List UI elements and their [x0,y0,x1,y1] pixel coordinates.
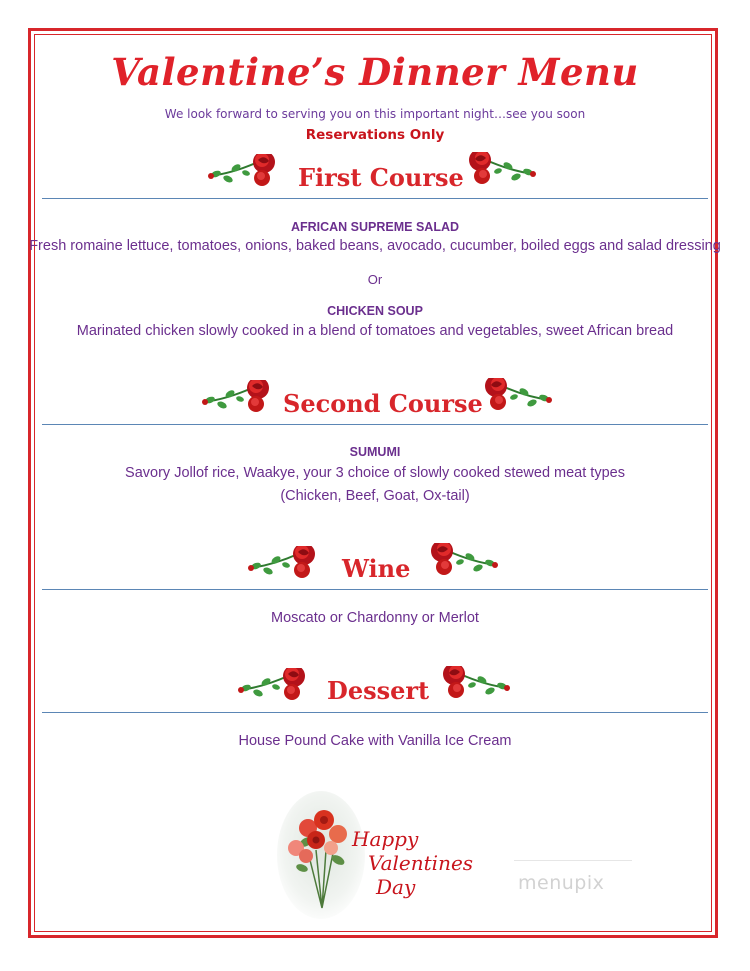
tagline: We look forward to serving you on this important night…see you soon [164,107,586,121]
menu-title: Valentine’s Dinner Menu [111,50,639,94]
reservations-note: Reservations Only [305,127,445,143]
item-chicken-soup: CHICKEN SOUP [327,304,423,318]
item-sumumi: SUMUMI [349,445,401,459]
second-course-heading: Second Course [283,389,483,418]
rose-right-icon [420,543,500,583]
divider-wine [42,589,708,590]
rose-right-icon [474,378,554,418]
first-course-heading: First Course [298,163,464,192]
rose-left-icon [236,668,316,708]
card-happy: Happy [352,827,419,851]
bouquet-icon [276,790,366,925]
dessert-item: House Pound Cake with Vanilla Ice Cream [238,733,512,749]
rose-left-icon [206,154,286,194]
item-chicken-soup-desc: Marinated chicken slowly cooked in a blend of tomatoes and vegetables, sweet African bread [76,323,674,339]
or-separator: Or [367,272,383,287]
item-african-supreme-salad: AFRICAN SUPREME SALAD [290,220,460,234]
item-african-supreme-salad-desc: Fresh romaine lettuce, tomatoes, onions, baked beans, avocado, cucumber, boiled eggs and salad dressing [29,238,721,254]
divider-second [42,424,708,425]
rose-left-icon [200,380,280,420]
card-day: Day [376,875,416,899]
divider-dessert [42,712,708,713]
menupix-watermark: menupix [518,872,605,894]
rose-right-icon [432,666,512,706]
wine-options: Moscato or Chardonny or Merlot [271,610,479,626]
card-valentines: Valentines [368,851,474,875]
item-sumumi-desc: Savory Jollof rice, Waakye, your 3 choice of slowly cooked stewed meat types [125,465,625,481]
wine-heading: Wine [342,554,411,583]
item-sumumi-options: (Chicken, Beef, Goat, Ox-tail) [280,488,470,504]
watermark-rule [514,860,632,861]
dessert-heading: Dessert [327,676,430,705]
divider-first [42,198,708,199]
rose-left-icon [246,546,326,586]
rose-right-icon [458,152,538,192]
